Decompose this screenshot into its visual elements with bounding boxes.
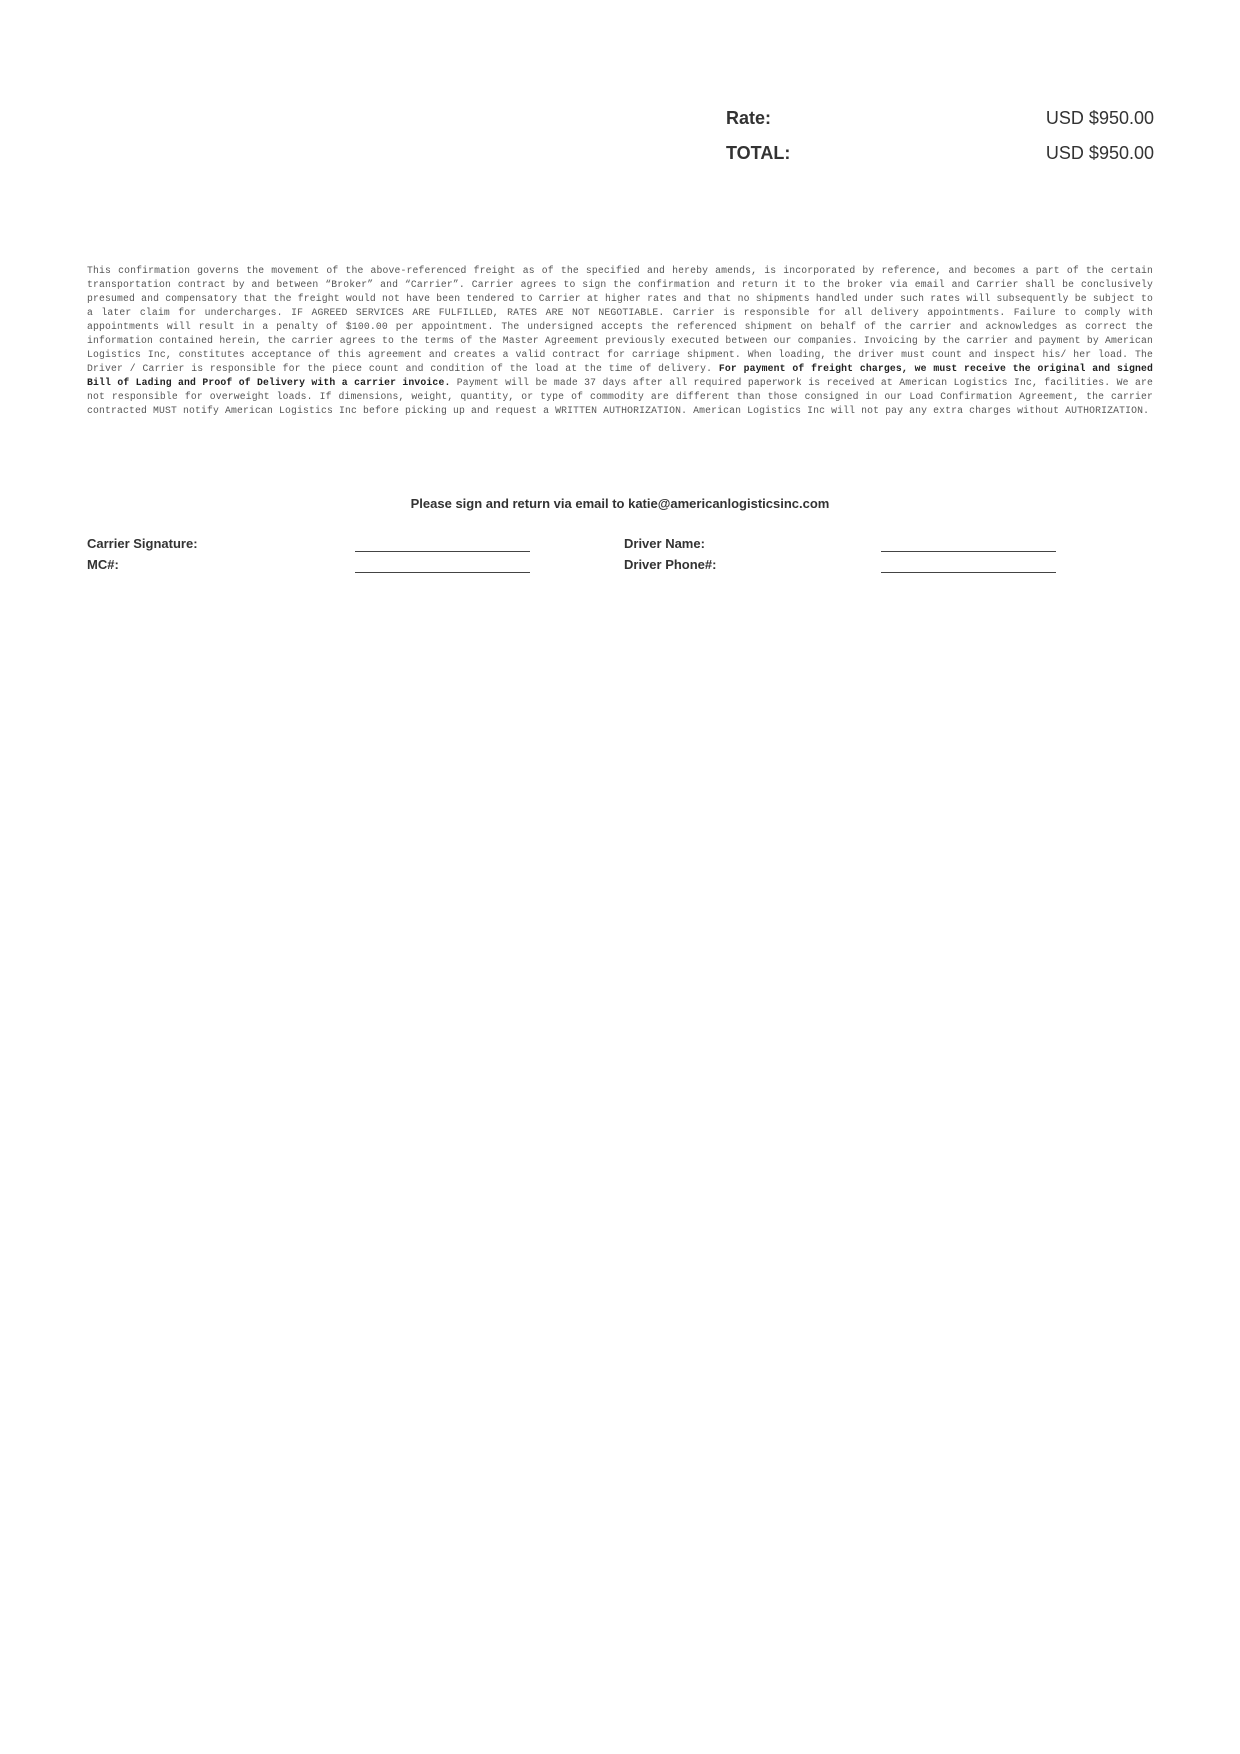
terms-text-part1: This confirmation governs the movement of the above-referenced freight as of the specified and hereby amends, is incorporated by reference, and becomes a part of the certain transportation contract by and between “Broker” and “Carrier”. Carrier agrees to sign the confirmation and return it to the broker via email and Carrier shall be conclusively presumed and compensatory that the freight would not have been tendered to Carrier at higher rates and that no shipments handled under such rates will subsequently be subject to a later claim for undercharges. IF AGREED SERVICES ARE FULFILLED, RATES ARE NOT NEGOTIABLE. Carrier is responsible for all delivery appointments. Failure to comply with appointments will result in a penalty of $100.00 per appointment. The undersigned accepts the referenced shipment on behalf of the carrier and acknowledges as correct the information contained herein, the carrier agrees to the terms of the Master Agreement previously executed between our companies. Invoicing by the carrier and payment by American Logistics Inc, constitutes acceptance of this agreement and creates a valid contract for carriage shipment. When loading, the driver must count and inspect his/ her load. The Driver / Carrier is responsible for the piece count and condition of the load at the time of delivery.: [87, 264, 1153, 374]
terms-bold-payment-clause: For payment of freight charges, we must receive the original and signed Bill of Lading and Proof of Delivery with a carrier invoice.: [87, 362, 1153, 388]
total-value: USD $950.00: [1045, 143, 1154, 163]
driver-name-line[interactable]: [881, 551, 1056, 552]
carrier-signature-label: Carrier Signature:: [87, 536, 198, 551]
carrier-signature-line[interactable]: [355, 551, 530, 552]
total-label: TOTAL:: [726, 143, 791, 163]
totals-block: [726, 108, 1154, 178]
mc-line[interactable]: [355, 572, 530, 573]
rate-row: [726, 108, 1154, 143]
driver-phone-line[interactable]: [881, 572, 1056, 573]
mc-label: MC#:: [87, 557, 119, 572]
sign-return-notice: Please sign and return via email to katie@americanlogisticsinc.com: [410, 496, 830, 511]
driver-phone-label: Driver Phone#:: [624, 557, 717, 572]
rate-value: USD $950.00: [1045, 108, 1154, 128]
rate-label: Rate:: [726, 108, 772, 128]
driver-name-label: Driver Name:: [624, 536, 705, 551]
terms-text-part2: Payment will be made 37 days after all required paperwork is received at American Logistics Inc, facilities. We are not responsible for overweight loads. If dimensions, weight, quantity, or type of commodity are different than those consigned in our Load Confirmation Agreement, the carrier contracted MUST notify American Logistics Inc before picking up and request a WRITTEN AUTHORIZATION. American Logistics Inc will not pay any extra charges without AUTHORIZATION.: [87, 376, 1153, 416]
total-row: [726, 143, 1154, 178]
terms-paragraph: [87, 264, 1153, 418]
